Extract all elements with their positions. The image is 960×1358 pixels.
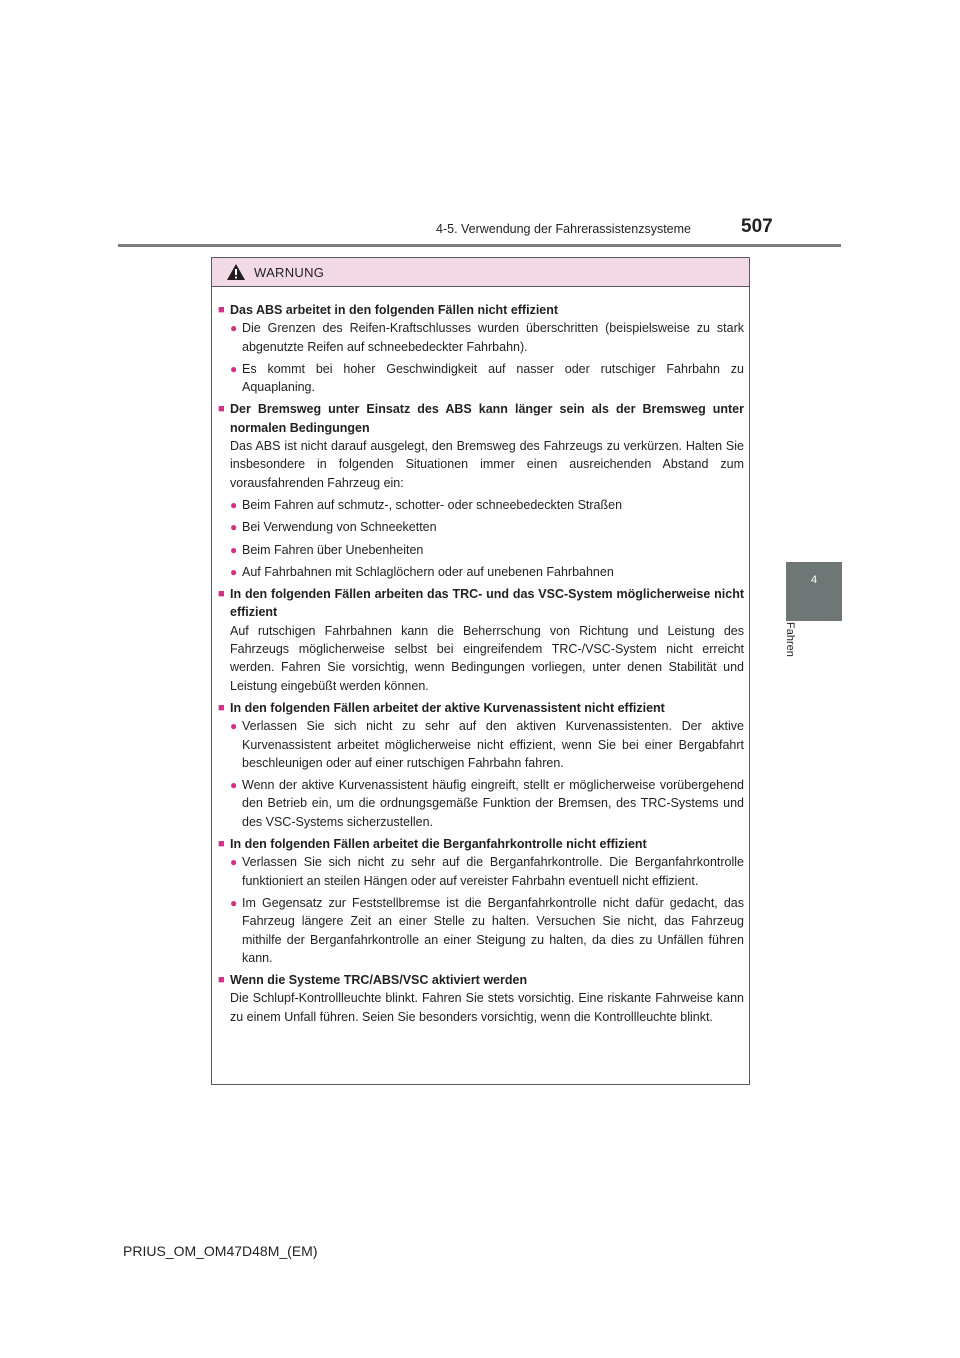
section-heading-text: Wenn die Systeme TRC/ABS/VSC aktiviert werden	[230, 973, 528, 988]
bullet-text: Verlassen Sie sich nicht zu sehr auf den aktiven Kurvenassistenten. Der aktive Kurvenassistent arbeitet möglicherweise nicht effizient, wenn Sie bei einer Bergabfahrt beschleunigen oder auf einer rutschigen Fahrbahn fahren.	[242, 719, 744, 770]
bullet-item	[230, 776, 744, 831]
round-bullet-icon: ●	[230, 361, 238, 376]
round-bullet-icon: ●	[230, 778, 238, 793]
bullet-list	[230, 319, 744, 396]
section-heading-text: In den folgenden Fällen arbeitet die Berganfahrkontrolle nicht effizient	[230, 837, 647, 852]
bullet-text: Im Gegensatz zur Feststellbremse ist die Berganfahrkontrolle nicht dafür gedacht, das Fahrzeug längere Zeit an einer Stelle zu halten. Versuchen Sie nicht, das Fahrzeug mithilfe der Berganfahrkontrolle an einer Steigung zu halten, da dies zu Unfällen führen kann.	[242, 895, 744, 965]
section-header: 4-5. Verwendung der Fahrerassistenzsysteme	[436, 222, 691, 236]
bullet-item	[230, 563, 744, 581]
bullet-text: Auf Fahrbahnen mit Schlaglöchern oder auf unebenen Fahrbahnen	[242, 564, 614, 579]
bullet-text: Bei Verwendung von Schneeketten	[242, 520, 437, 535]
section-heading	[218, 585, 744, 622]
warning-box	[211, 257, 750, 1085]
bullet-text: Verlassen Sie sich nicht zu sehr auf die Berganfahrkontrolle. Die Berganfahrkontrolle funktioniert an steilen Hängen oder auf vereister Fahrbahn eventuell nicht effizient.	[242, 855, 744, 888]
section-heading	[218, 301, 744, 319]
warning-content	[218, 301, 744, 1030]
document-code: PRIUS_OM_OM47D48M_(EM)	[123, 1243, 318, 1259]
bullet-text: Die Grenzen des Reifen-Kraftschlusses wurden überschritten (beispielsweise zu stark abgenutzte Reifen auf schneebedeckter Fahrbahn).	[242, 321, 744, 354]
bullet-text: Beim Fahren über Unebenheiten	[242, 542, 424, 557]
square-bullet-icon: ■	[218, 701, 225, 714]
bullet-list	[230, 496, 744, 581]
section-heading-text: In den folgenden Fällen arbeiten das TRC- und das VSC-System möglicherweise nicht effizient	[230, 587, 744, 620]
bullet-item	[230, 518, 744, 536]
warning-section	[218, 971, 744, 1026]
square-bullet-icon: ■	[218, 588, 225, 601]
bullet-item	[230, 894, 744, 967]
round-bullet-icon: ●	[230, 497, 238, 512]
bullet-text: Beim Fahren auf schmutz-, schotter- oder schneebedeckten Straßen	[242, 497, 623, 512]
section-heading	[218, 835, 744, 853]
chapter-tab	[786, 562, 842, 621]
square-bullet-icon: ■	[218, 974, 225, 987]
bullet-item	[230, 360, 744, 397]
section-heading-text: In den folgenden Fällen arbeitet der aktive Kurvenassistent nicht effizient	[230, 700, 665, 715]
warning-section	[218, 835, 744, 967]
bullet-item	[230, 541, 744, 559]
page-number: 507	[741, 216, 773, 237]
warning-section	[218, 699, 744, 831]
section-body-text: Das ABS ist nicht darauf ausgelegt, den Bremsweg des Fahrzeugs zu verkürzen. Halten Sie insbesondere in folgenden Situationen immer einen ausreichenden Abstand zum vorausfahrenden Fahrzeug ein:	[230, 439, 744, 490]
bullet-item	[230, 853, 744, 890]
warning-section	[218, 400, 744, 581]
chapter-label-wrap	[782, 622, 802, 682]
round-bullet-icon: ●	[230, 855, 238, 870]
header-rule	[118, 244, 841, 247]
warning-header	[212, 258, 749, 287]
bullet-item	[230, 496, 744, 514]
warning-title: WARNUNG	[254, 265, 325, 280]
section-heading-text: Das ABS arbeitet in den folgenden Fällen nicht effizient	[230, 303, 559, 317]
round-bullet-icon: ●	[230, 542, 238, 557]
square-bullet-icon: ■	[218, 304, 225, 316]
section-heading	[218, 971, 744, 989]
warning-section	[218, 301, 744, 396]
round-bullet-icon: ●	[230, 520, 238, 535]
bullet-item	[230, 319, 744, 356]
section-heading	[218, 699, 744, 717]
bullet-list	[230, 853, 744, 967]
bullet-text: Wenn der aktive Kurvenassistent häufig eingreift, stellt er möglicherweise vorübergehend den Betrieb ein, um die ordnungsgemäße Funktion der Bremsen, des TRC-Systems und des VSC-Systems sicherzustellen.	[242, 778, 744, 829]
round-bullet-icon: ●	[230, 321, 238, 336]
chapter-label: Fahren	[784, 622, 796, 657]
round-bullet-icon: ●	[230, 895, 238, 910]
section-heading	[218, 400, 744, 437]
chapter-number: 4	[810, 574, 818, 586]
bullet-list	[230, 717, 744, 831]
square-bullet-icon: ■	[218, 403, 225, 416]
bullet-text: Es kommt bei hoher Geschwindigkeit auf nasser oder rutschiger Fahrbahn zu Aquaplaning.	[242, 361, 744, 395]
section-body-text: Auf rutschigen Fahrbahnen kann die Beherrschung von Richtung und Leistung des Fahrzeugs möglicherweise selbst bei eingreifendem TRC-/VSC-System nicht erreicht werden. Fahren Sie vorsichtig, wenn Bedingungen vorliegen, unter denen Stabilität und Leistung eingebüßt werden können.	[230, 623, 744, 693]
square-bullet-icon: ■	[218, 838, 225, 851]
warning-triangle-icon	[226, 263, 246, 281]
warning-section	[218, 585, 744, 695]
section-body-text: Die Schlupf-Kontrollleuchte blinkt. Fahren Sie stets vorsichtig. Eine riskante Fahrweise kann zu einem Unfall führen. Seien Sie besonders vorsichtig, wenn die Kontrollleuchte blinkt.	[230, 991, 744, 1024]
section-heading-text: Der Bremsweg unter Einsatz des ABS kann länger sein als der Bremsweg unter normalen Bedingungen	[230, 402, 744, 435]
round-bullet-icon: ●	[230, 719, 238, 734]
round-bullet-icon: ●	[230, 564, 238, 579]
bullet-item	[230, 717, 744, 772]
